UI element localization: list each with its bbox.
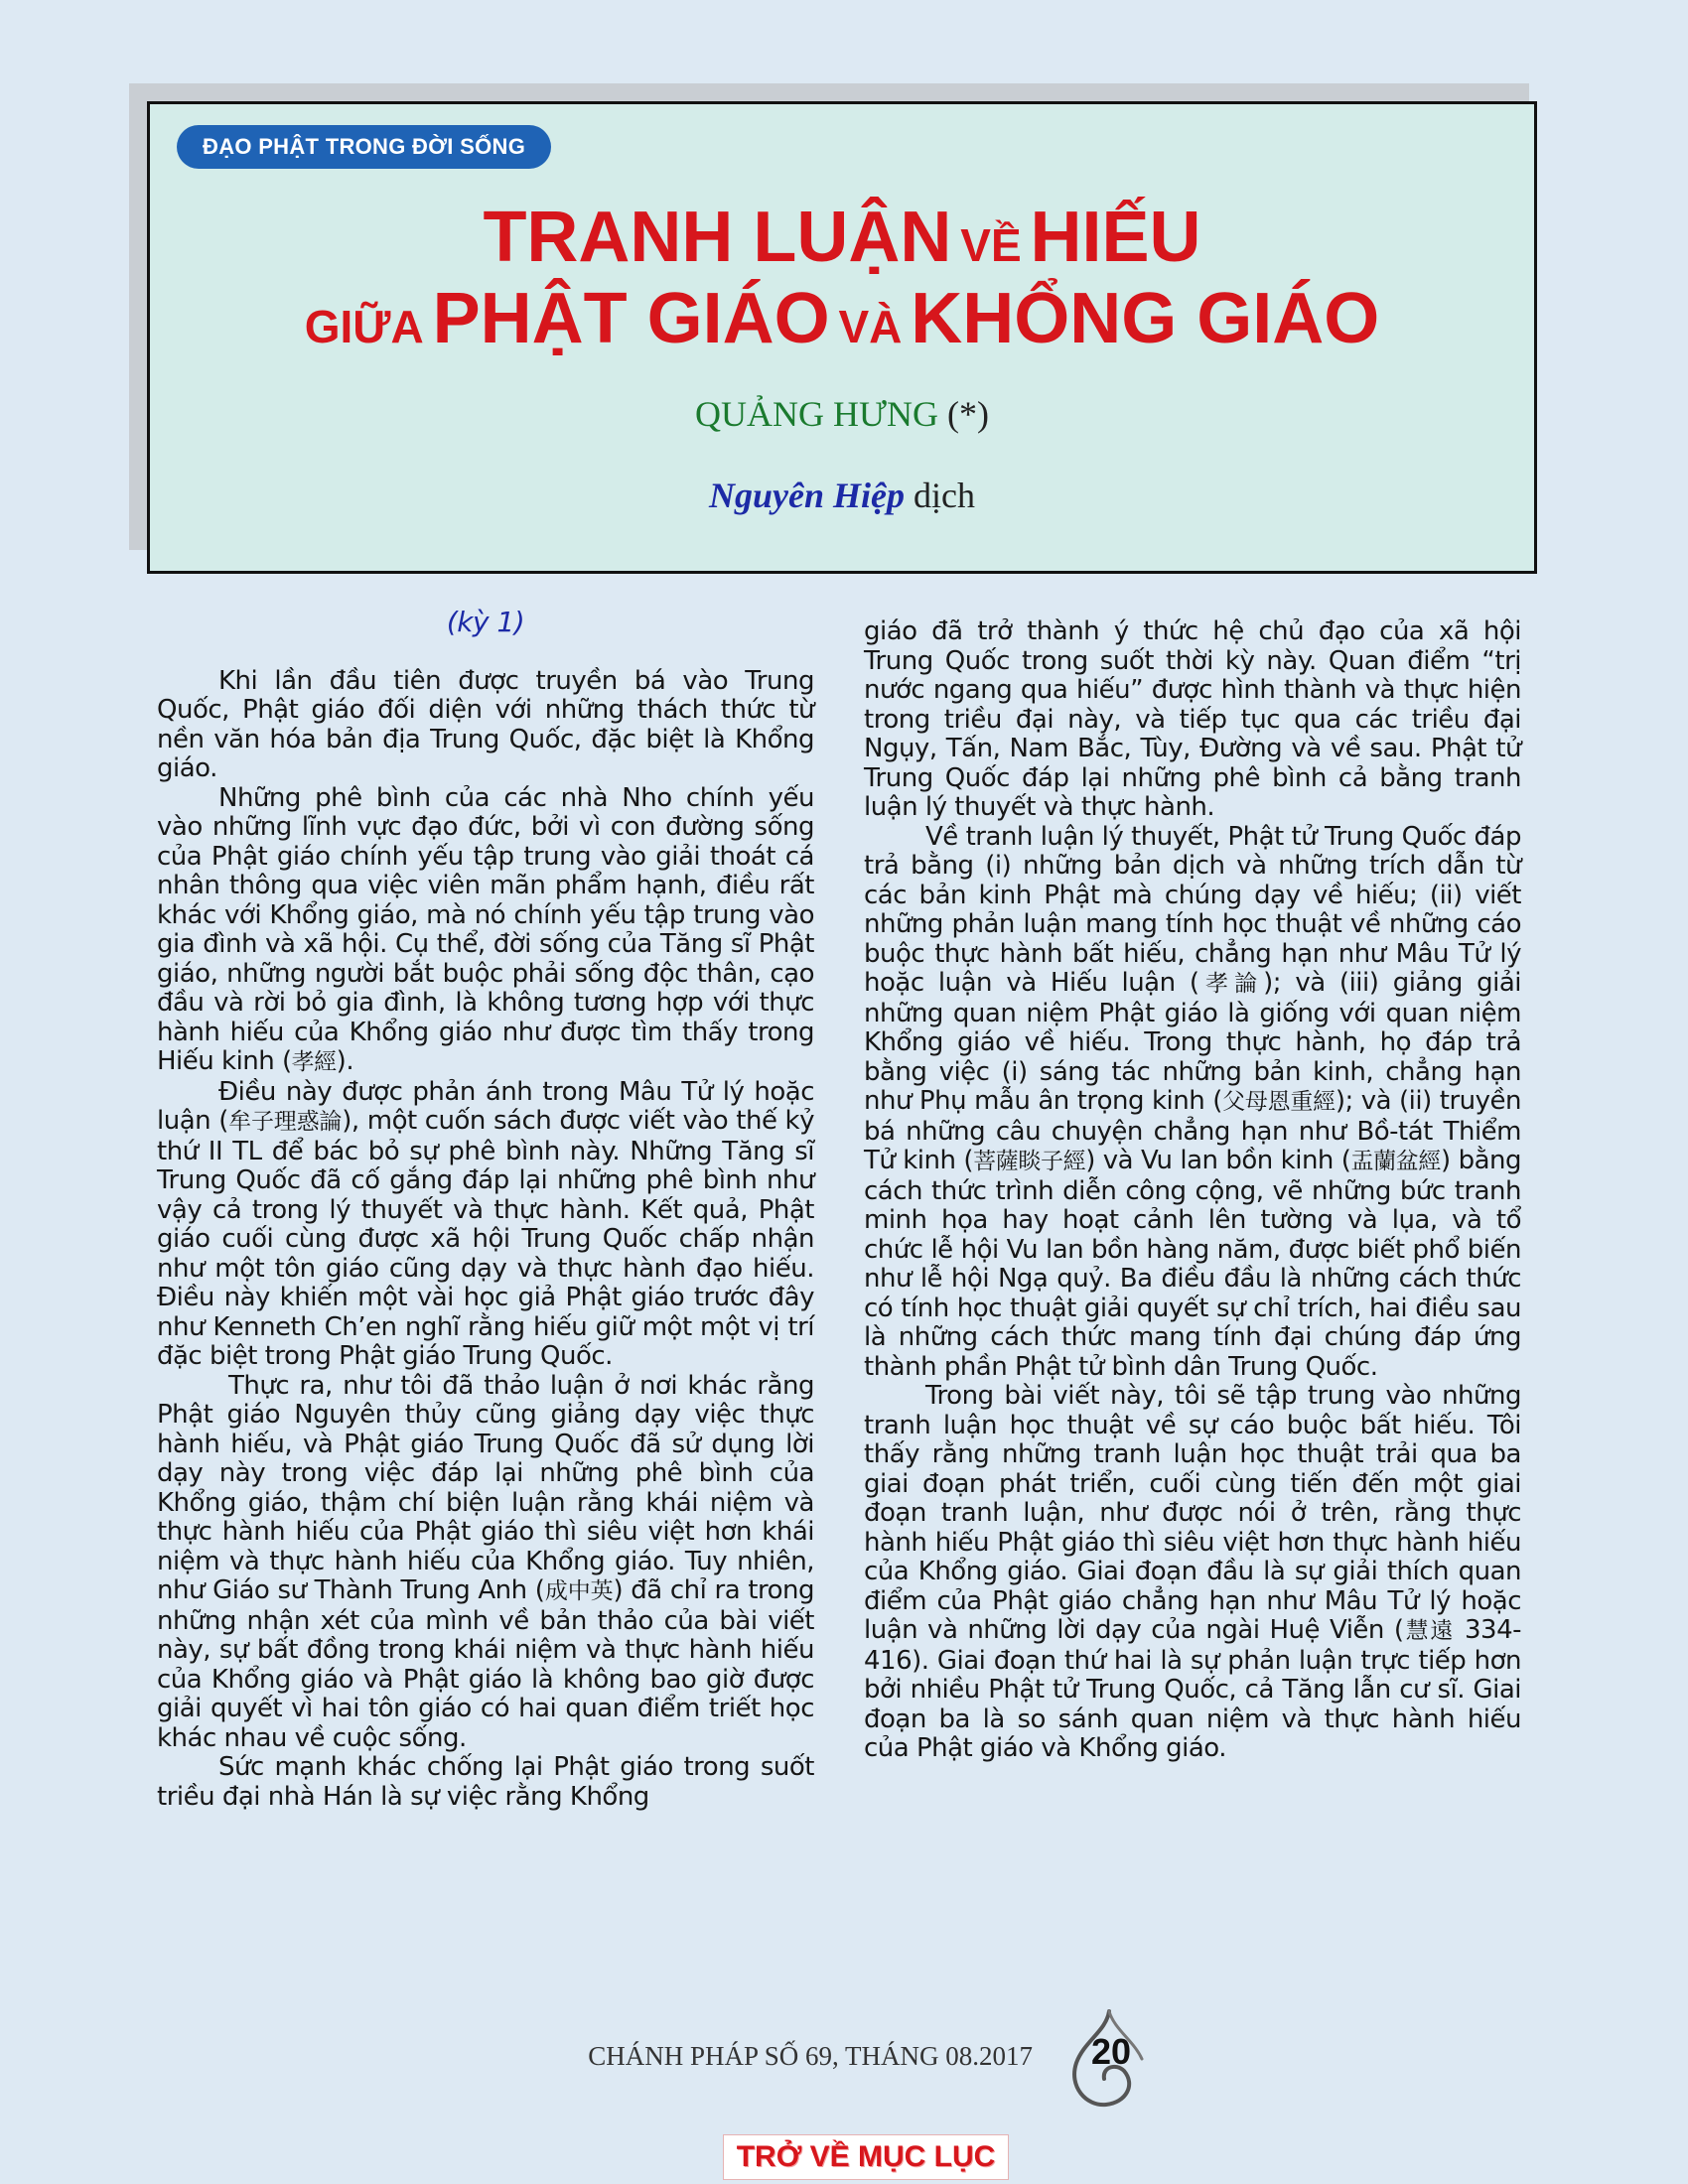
page-number: 20 xyxy=(1090,2031,1132,2072)
section-badge: ĐẠO PHẬT TRONG ĐỜI SỐNG xyxy=(177,125,551,169)
chinese-term: 菩薩睒子經 xyxy=(973,1149,1086,1174)
back-to-contents-button[interactable]: TRỞ VỀ MỤC LỤC xyxy=(723,2134,1009,2180)
title-part: KHỔNG GIÁO xyxy=(911,279,1380,358)
paragraph-text: Về tranh luận lý thuyết, Phật tử Trung Quốc đáp trả bằng (i) những bản dịch và những trích dẫn từ các bản kinh Phật mà chúng dạy về hiếu; (ii) viết những phản luận mang tính học thuật về những cáo buộc thực hành bất hiếu, chẳng hạn như Mâu Tử lý hoặc luận và Hiếu luận ( xyxy=(864,821,1521,998)
chinese-term: 慧遠 xyxy=(1403,1618,1456,1644)
chinese-term: 牟子理惑論 xyxy=(227,1109,343,1135)
paragraph-text: 334-416). Giai đoạn thứ hai là sự phản luận trực tiếp hơn bởi nhiều Phật tử Trung Quốc, cả Tăng lẫn cư sĩ. Giai đoạn ba là so sánh quan niệm và thực hành hiếu của Phật giáo và Khổng giáo. xyxy=(864,1615,1522,1763)
paragraph-text: ) và Vu lan bồn kinh ( xyxy=(1085,1146,1351,1175)
paragraph xyxy=(157,1078,814,1372)
paragraph-text: Thực ra, như tôi đã thảo luận ở nơi khác rằng Phật giáo Nguyên thủy cũng giảng dạy việc thực hành hiếu, và Phật giáo Trung Quốc đã sử dụng lời dạy này trong việc đáp lại những phê bình của Khổng giáo, thậm chí biện luận rằng khái niệm và thực hành hiếu của Phật giáo thì siêu việt hơn khái niệm và thực hành hiếu của Khổng giáo. Tuy nhiên, như Giáo sư Thành Trung Anh ( xyxy=(157,1370,814,1605)
chinese-term: 孝論 xyxy=(1198,971,1264,997)
author-line xyxy=(147,393,1537,435)
article-title-line-2 xyxy=(147,278,1537,359)
article-column-right xyxy=(864,617,1521,1764)
paragraph-text: ) bằng cách thức trình diễn công cộng, vẽ những bức tranh minh họa hay hoạt cảnh lên tường và lụa, và tổ chức lễ hội Vu lan bồn hàng năm, được biết phổ biến như lễ hội Ngạ quỷ. Ba điều đầu là những cách thức có tính học thuật giải quyết sự chỉ trích, hai điều sau là những cách thức mang tính đại chúng đáp ứng thành phần Phật tử bình dân Trung Quốc. xyxy=(864,1146,1521,1382)
paragraph xyxy=(157,784,814,1078)
title-part: VỀ xyxy=(960,219,1022,271)
article-column-left xyxy=(157,606,814,1812)
paragraph-text: ). xyxy=(336,1046,354,1076)
author-note-mark: (*) xyxy=(946,394,989,434)
title-part: HIẾU xyxy=(1030,198,1201,277)
paragraph-text: ) đã chỉ ra trong những nhận xét của mình về bản thảo của bài viết này, sự bất đồng trong khái niệm và thực hành hiếu của Khổng giáo và Phật giáo là không bao giờ được giải quyết vì hai tôn giáo có hai quan điểm triết học khác nhau về cuộc sống. xyxy=(157,1575,815,1753)
title-part: GIỮA xyxy=(304,301,424,352)
chinese-term: 盂蘭盆經 xyxy=(1350,1149,1442,1174)
paragraph-text: ), một cuốn sách được viết vào thế kỷ thứ II TL để bác bỏ sự phê bình này. Những Tăng sĩ Trung Quốc đã cố gắng đáp lại những phê bình như vậy cả trong lý thuyết và thực hành. Kết quả, Phật giáo cuối cùng được xã hội Trung Quốc chấp nhận như một tôn giáo cũng dạy và thực hành đạo hiếu. Điều này khiến một vài học giả Phật giáo trước đây như Kenneth Ch’en nghĩ rằng hiếu giữ một một vị trí đặc biệt trong Phật giáo Trung Quốc. xyxy=(157,1106,814,1371)
title-part: TRANH LUẬN xyxy=(483,198,952,277)
paragraph: giáo đã trở thành ý thức hệ chủ đạo của xã hội Trung Quốc trong suốt thời kỳ này. Quan điểm “trị nước ngang qua hiếu” được hình thành và thực hiện trong triều đại này, và tiếp tục qua các triều đại Ngụy, Tấn, Nam Bắc, Tùy, Đường và về sau. Phật tử Trung Quốc đáp lại những phê bình cả bằng tranh luận lý thuyết và thực hành. xyxy=(864,616,1521,822)
translator-line xyxy=(147,475,1537,516)
paragraph xyxy=(864,823,1521,1383)
translator-suffix: dịch xyxy=(914,476,975,515)
paragraph-text: Trong bài viết này, tôi sẽ tập trung vào những tranh luận học thuật về sự cáo buộc bất hiếu. Tôi thấy rằng những tranh luận học thuật trải qua ba giai đoạn phát triển, cuối cùng tiến đến một giai đoạn tranh luận, như được nói ở trên, rằng thực hành hiếu Phật giáo thì siêu việt hơn thực hành hiếu của Khổng giáo. Giai đoạn đầu là sự giải thích quan điểm của Phật giáo chẳng hạn như Mâu Tử lý hoặc luận và những lời dạy của ngài Huệ Viễn ( xyxy=(864,1381,1521,1645)
author-name: QUẢNG HƯNG xyxy=(695,394,938,434)
article-title-line-1 xyxy=(147,197,1537,278)
chinese-term: 成中英 xyxy=(544,1578,614,1604)
paragraph-text: Điều này được phản ánh trong Mâu Tử lý hoặc luận ( xyxy=(157,1076,814,1136)
paragraph-text: ); và (ii) truyền bá những câu chuyện chẳng hạn như Bồ-tát Thiểm Tử kinh ( xyxy=(864,1086,1521,1175)
title-part: VÀ xyxy=(838,301,903,352)
paragraph-text: ); và (iii) giảng giải những quan niệm Phật giáo là giống với quan niệm Khổng giáo về hiếu. Trong thực hành, họ đáp trả bằng việc (i) sáng tác những bản kinh, chẳng hạn như Phụ mẫu ân trọng kinh ( xyxy=(864,968,1522,1116)
paragraph xyxy=(864,1382,1521,1764)
chinese-term: 父母恩重經 xyxy=(1221,1089,1336,1115)
publication-info: CHÁNH PHÁP SỐ 69, THÁNG 08.2017 xyxy=(588,2041,1033,2071)
chinese-term: 孝經 xyxy=(291,1049,337,1075)
paragraph: Sức mạnh khác chống lại Phật giáo trong suốt triều đại nhà Hán là sự việc rằng Khổng xyxy=(157,1752,814,1812)
translator-name: Nguyên Hiệp xyxy=(709,476,905,515)
title-part: PHẬT GIÁO xyxy=(432,279,830,358)
paragraph-text: Những phê bình của các nhà Nho chính yếu vào những lĩnh vực đạo đức, bởi vì con đường sống của Phật giáo chính yếu tập trung vào giải thoát cá nhân thông qua việc viên mãn phẩm hạnh, điều rất khác với Khổng giáo, mà nó chính yếu tập trung vào gia đình và xã hội. Cụ thể, đời sống của Tăng sĩ Phật giáo, những người bắt buộc phải sống độc thân, cạo đầu và rời bỏ gia đình, là không tương hợp với thực hành hiếu của Khổng giáo như được tìm thấy trong Hiếu kinh ( xyxy=(157,782,814,1076)
paragraph: Khi lần đầu tiên được truyền bá vào Trung Quốc, Phật giáo đối diện với những thách thức từ nền văn hóa bản địa Trung Quốc, đặc biệt là Khổng giáo. xyxy=(157,665,814,783)
article-part-label: (kỳ 1) xyxy=(446,606,525,638)
paragraph xyxy=(157,1372,814,1754)
